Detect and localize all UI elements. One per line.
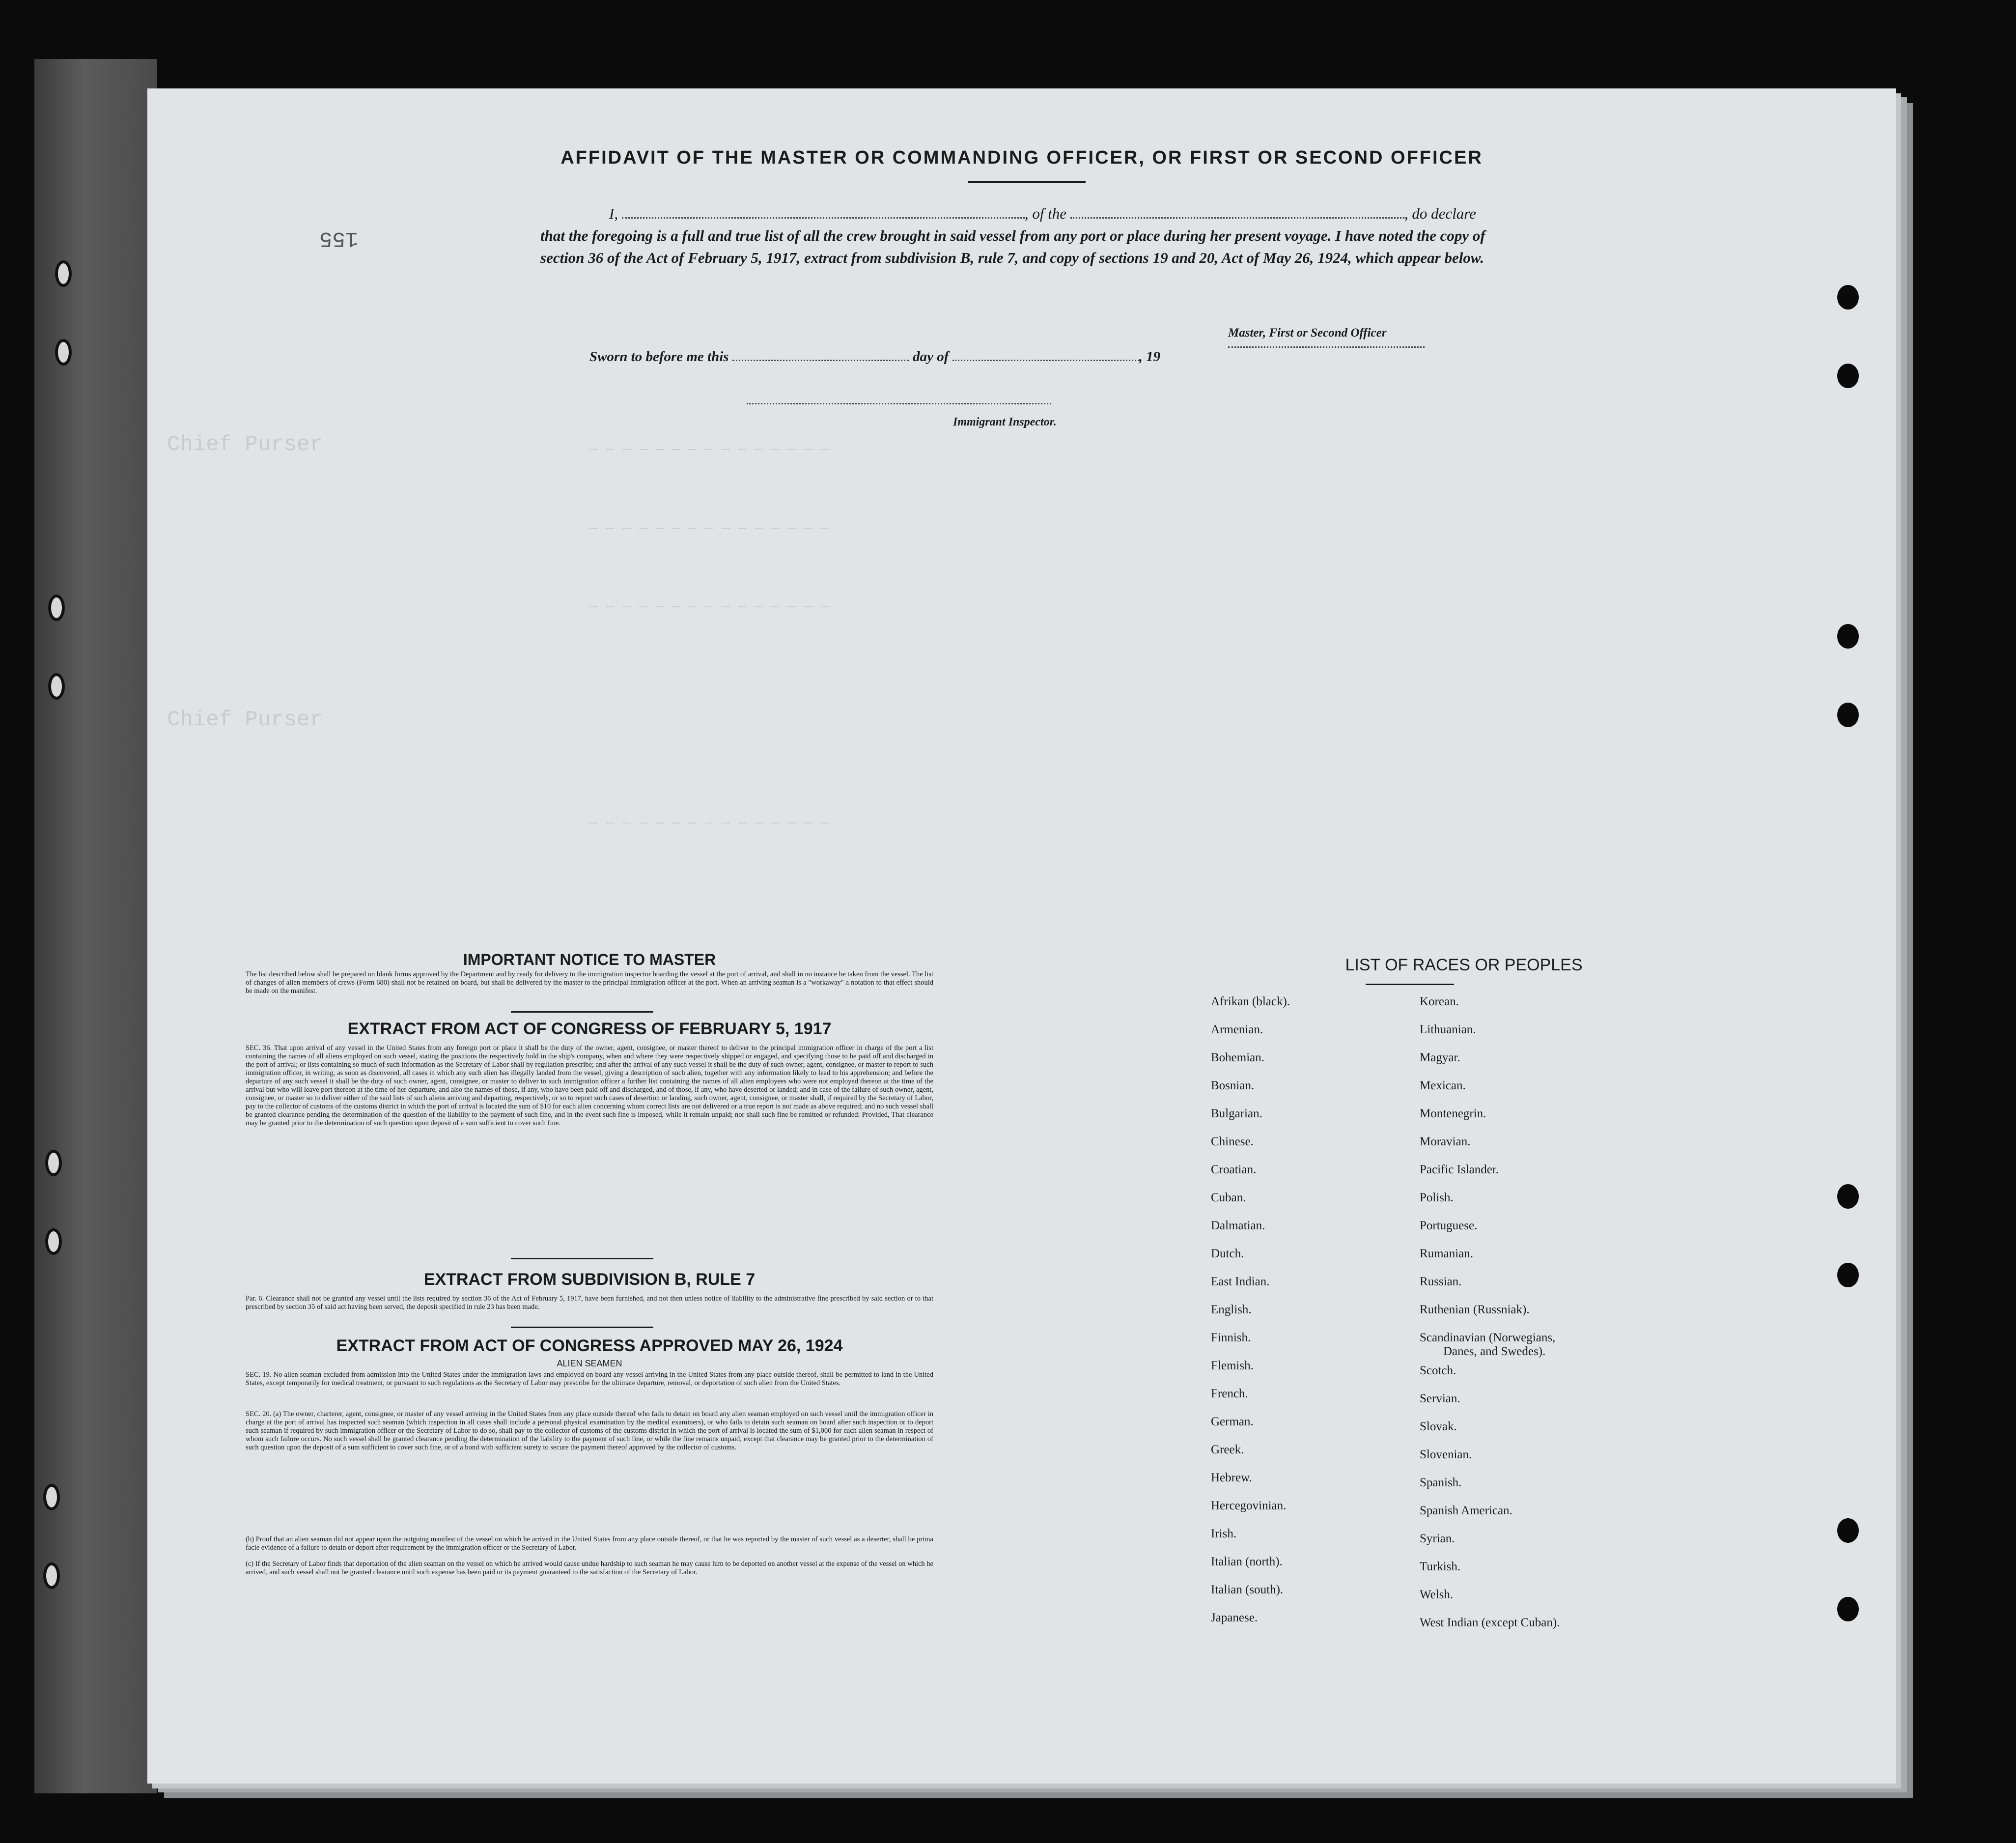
vessel-blank <box>1070 217 1404 219</box>
race-item: Slovak. <box>1420 1420 1457 1433</box>
affidavit-declaration <box>540 202 1508 269</box>
sworn-line <box>589 349 1160 365</box>
rule7-heading: EXTRACT FROM SUBDIVISION B, RULE 7 <box>423 1270 756 1289</box>
race-item: English. <box>1211 1303 1252 1316</box>
race-item: Korean. <box>1420 995 1459 1008</box>
race-item: Italian (south). <box>1211 1583 1284 1596</box>
declaration-first-line <box>609 202 1508 225</box>
bleed-through-text: — — — — — — — — — — — — — — — <box>589 442 829 457</box>
sec19-text: SEC. 19. No alien seaman excluded from admission into the United States under the immigration laws and employed on board any vessel arriving in the United States from any place outside thereof, shall be permitted to land in the United States, except temporarily for medical treatment, or pursuant to such regulations as the Secretary of Labor may prescribe for the ultimate departure, removal, or deportation of such alien from the United States. <box>246 1371 933 1387</box>
race-item: Servian. <box>1420 1392 1460 1405</box>
race-item: Bulgarian. <box>1211 1107 1262 1120</box>
bleed-through-text: Chief Purser <box>167 432 323 457</box>
races-right-column <box>1420 995 1560 1644</box>
race-item: Russian. <box>1420 1275 1462 1288</box>
year-prefix: , 19 <box>1139 349 1161 365</box>
race-item: Irish. <box>1211 1527 1237 1540</box>
race-item: West Indian (except Cuban). <box>1420 1616 1560 1629</box>
race-item: Scotch. <box>1420 1364 1456 1377</box>
binder-strip <box>34 59 157 1793</box>
binder-hole <box>55 339 72 366</box>
binder-hole <box>43 1562 60 1589</box>
binder-hole <box>1837 1597 1859 1621</box>
race-item: Rumanian. <box>1420 1247 1474 1260</box>
races-divider <box>1366 984 1454 985</box>
race-item: Greek. <box>1211 1443 1244 1456</box>
rule7-divider <box>511 1327 653 1328</box>
binder-hole <box>1837 1518 1859 1543</box>
race-item-line: Danes, and Swedes). <box>1443 1345 1546 1358</box>
declaration-text: that the foregoing is a full and true list of all the crew brought in said vessel from any port or place during her present voyage. I have noted the copy of section 36 of the Act of February 5, 1917, extract from subdivision B, rule 7, and copy of sections 19 and 20, Act of May 26, 1924, which appear below. <box>540 227 1485 266</box>
rule7-text: Par. 6. Clearance shall not be granted any vessel until the lists required by section 36 of the Act of February 5, 1917, have been furnished, and not then unless notice of liability to the administrative fine prescribed by said section or to that prescribed by section 35 of said act having been served, the deposit specified in rule 23 has been made. <box>246 1295 933 1311</box>
race-item: Welsh. <box>1420 1588 1454 1601</box>
race-item: Pacific Islander. <box>1420 1163 1499 1176</box>
race-item: Italian (north). <box>1211 1555 1283 1568</box>
sworn-day-blank <box>732 360 909 361</box>
title-underline <box>968 181 1086 183</box>
month-blank <box>952 360 1139 361</box>
manifest-page <box>147 88 1896 1784</box>
sworn-before-label: Sworn to before me this <box>589 349 729 365</box>
bleed-through-text: — — — — — — — — — — — — — — — <box>589 599 829 615</box>
race-item: Magyar. <box>1420 1051 1460 1064</box>
extract-1917-text: SEC. 36. That upon arrival of any vessel in the United States from any foreign port or place it shall be the duty of the owner, agent, consignee, or master thereof to deliver to the principal immigration officer in charge of the port a list containing the names of all aliens employed on such vessel, stating the positions the respectively hold in the ship's company, when and where they were respectively shipped or engaged, and specifying those to be paid off and discharged in the port of arrival; or lists containing so much of such information as the Secretary of Labor shall by regulation prescribe; and after the arrival of any such vessel it shall be the duty of such owner, agent, consignee, or master to report to such immigration officer, in writing, as soon as discovered, all cases in which any such alien has illegally landed from the vessel, giving a description of such alien, together with any information likely to lead to his apprehension; and before the departure of any such vessel it shall be the duty of such owner, agent, consignee, or master to deliver to such immigration officer a further list containing the names of all alien employees who were not employed thereon at the time of the arrival but who will leave port thereon at the time of her departure, and also the names of those, if any, who have been paid off and discharged, and of those, if any, who have deserted or landed; and in case of the failure of such owner, agent, consignee, or master so to deliver either of the said lists of such aliens arriving and departing, respectively, or so to report such cases of desertion or landing, such owner, agent, consignee, or master shall, if required by the Secretary of Labor, pay to the collector of customs of the customs district in which the port of arrival is located the sum of $10 for each alien concerning whom correct lists are not delivered or a true report is not made as above required; and no such vessel shall be granted clearance pending the determination of the question of the liability to the payment of such fine, and in the event such fine is imposed, while it remain unpaid; nor shall such fine be remitted or refunded: Provided, That clearance may be granted prior to the determination of such question upon deposit of a sum sufficient to cover such fine. <box>246 1044 933 1127</box>
race-item: Moravian. <box>1420 1135 1471 1148</box>
race-item: Spanish American. <box>1420 1504 1512 1517</box>
extract-1917-heading: EXTRACT FROM ACT OF CONGRESS OF FEBRUARY 5, 1917 <box>347 1020 832 1038</box>
master-signature-blank <box>1228 346 1425 348</box>
notice-heading: IMPORTANT NOTICE TO MASTER <box>463 951 716 968</box>
binder-hole <box>45 1228 62 1255</box>
extract-1917-divider <box>511 1258 653 1259</box>
race-item: Flemish. <box>1211 1359 1254 1372</box>
sec20a-text: SEC. 20. (a) The owner, charterer, agent, consignee, or master of any vessel arriving in the United States from any place outside thereof who fails to detain on board any alien seaman employed on such vessel until the immigration officer in charge at the port of arrival has inspected such seaman (which inspection in all cases shall include a personal physical examination by the medical examiners), or who fails to detain such seaman on board after such inspection or to deport such seaman if required by such immigration officer or the Secretary of Labor to do so, shall pay to the collector of customs of the customs district in which the port of arrival is located the sum of $1,000 for each alien seaman in respect of whom such failure occurs. No such vessel shall be granted clearance pending the determination of the liability to the payment of such fine, or while the fine remains unpaid, except that clearance may be granted prior to the determination of such question upon the deposit of a sum sufficient to cover such fine, or of a bond with sufficient surety to secure the payment thereof approved by the collector of customs. <box>246 1410 933 1451</box>
race-item: Slovenian. <box>1420 1448 1472 1461</box>
binder-hole <box>1837 285 1859 310</box>
notice-divider <box>511 1011 653 1013</box>
alien-seamen-subheading: ALIEN SEAMEN <box>557 1359 622 1368</box>
race-item: French. <box>1211 1387 1248 1400</box>
bleed-through-text: Chief Purser <box>167 708 323 732</box>
name-blank <box>622 217 1025 219</box>
race-item: Portuguese. <box>1420 1219 1478 1232</box>
race-item: Syrian. <box>1420 1532 1455 1545</box>
notice-text: The list described below shall be prepared on blank forms approved by the Department and by ready for delivery to the immigration inspector boarding the vessel at the port of arrival, and shall in no instance be taken from the vessel. The list of changes of alien members of crews (Form 680) shall not be retained on board, but shall be delivered by the master to the principal immigration officer at the port. When an arriving seaman is a "workaway" a notation to that effect should be made on the manifest. <box>246 970 933 995</box>
binder-hole <box>1837 1184 1859 1209</box>
race-item: Cuban. <box>1211 1191 1246 1204</box>
binder-hole <box>43 1484 60 1510</box>
race-item: Hercegovinian. <box>1211 1499 1287 1512</box>
race-item: Bosnian. <box>1211 1079 1255 1092</box>
inspector-label: Immigrant Inspector. <box>953 416 1057 428</box>
race-item: Chinese. <box>1211 1135 1254 1148</box>
race-item: Afrikan (black). <box>1211 995 1290 1008</box>
bleed-through-text: — — — — — — — — — — — — — — — <box>589 816 829 831</box>
page-number-mark: 155 <box>319 226 359 251</box>
declaration-do-declare: , do declare <box>1404 205 1476 222</box>
bleed-through-text: — — — — — — — — — — — — — — — <box>589 521 829 536</box>
race-item: Finnish. <box>1211 1331 1251 1344</box>
race-item: Japanese. <box>1211 1611 1258 1624</box>
master-signature-label: Master, First or Second Officer <box>1228 326 1387 340</box>
binder-hole <box>1837 703 1859 727</box>
race-item: Mexican. <box>1420 1079 1466 1092</box>
race-item: Armenian. <box>1211 1023 1263 1036</box>
race-item: East Indian. <box>1211 1275 1270 1288</box>
races-heading: LIST OF RACES OR PEOPLES <box>1345 956 1583 974</box>
binder-hole <box>1837 364 1859 388</box>
binder-hole <box>1837 624 1859 649</box>
binder-hole <box>1837 1263 1859 1287</box>
declaration-i: I, <box>609 205 618 222</box>
extract-1924-heading: EXTRACT FROM ACT OF CONGRESS APPROVED MAY 26, 1924 <box>336 1336 843 1355</box>
race-item: Dalmatian. <box>1211 1219 1265 1232</box>
binder-hole <box>55 260 72 287</box>
declaration-of-the: , of the <box>1024 205 1067 222</box>
race-item: Lithuanian. <box>1420 1023 1476 1036</box>
binder-hole <box>45 1150 62 1176</box>
inspector-signature-blank <box>747 403 1051 404</box>
race-item: Bohemian. <box>1211 1051 1265 1064</box>
race-item-line: Scandinavian (Norwegians, <box>1420 1331 1556 1344</box>
binder-hole <box>48 673 65 700</box>
race-item: Hebrew. <box>1211 1471 1252 1484</box>
day-of-label: day of <box>913 349 949 365</box>
race-item: Montenegrin. <box>1420 1107 1486 1120</box>
race-item: Ruthenian (Russniak). <box>1420 1303 1530 1316</box>
binder-hole <box>48 595 65 621</box>
race-item: Croatian. <box>1211 1163 1257 1176</box>
sec20c-text: (c) If the Secretary of Labor finds that deportation of the alien seaman on the vessel on which he arrived would cause undue hardship to such seaman he may cause him to be deported on another vessel at the expense of the vessel on which he arrived, and such vessel shall not be granted clearance until such expense has been paid or its payment guaranteed to the satisfaction of the Secretary of Labor. <box>246 1560 933 1576</box>
race-item: Polish. <box>1420 1191 1454 1204</box>
race-item: Turkish. <box>1420 1560 1461 1573</box>
races-left-column <box>1211 995 1290 1639</box>
sec20b-text: (b) Proof that an alien seaman did not appear upon the outgoing manifest of the vessel on which he arrived in the United States from any place outside thereof, or that he was reported by the master of such vessel as a deserter, shall be prima facie evidence of a failure to detain or deport after requirement by the immigration officer or the Secretary of Labor. <box>246 1535 933 1552</box>
race-item: Dutch. <box>1211 1247 1244 1260</box>
race-item: German. <box>1211 1415 1254 1428</box>
affidavit-title: AFFIDAVIT OF THE MASTER OR COMMANDING OFFICER, OR FIRST OR SECOND OFFICER <box>560 147 1483 168</box>
race-item-multiline <box>1420 1331 1560 1364</box>
race-item: Spanish. <box>1420 1476 1462 1489</box>
